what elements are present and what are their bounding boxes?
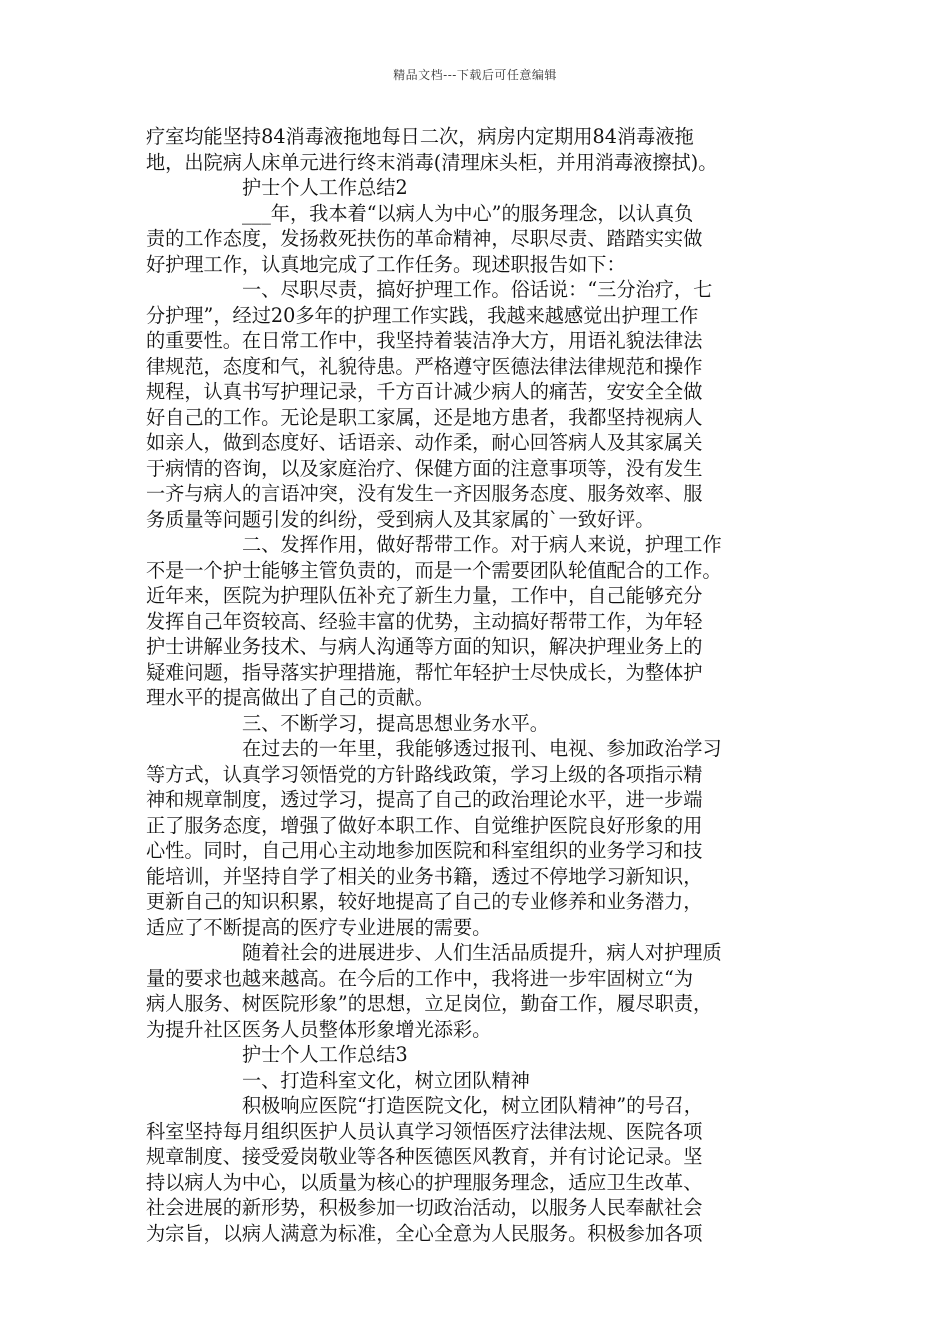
paragraph-start-line: ___年，我本着“以病人为中心”的服务理念，以认真负 [242, 201, 694, 225]
paragraph-start-line: 一、尽职尽责，搞好护理工作。俗话说：“三分治疗，七 [242, 278, 713, 301]
text-line: 责的工作态度，发扬救死扶伤的革命精神，尽职尽责、踏踏实实做 [146, 227, 703, 250]
text-line: 如亲人，做到态度好、话语亲、动作柔，耐心回答病人及其家属关 [146, 431, 703, 454]
text-line: 适应了不断提高的医疗专业进展的需要。 [146, 915, 492, 939]
text-line: 疗室均能坚持84消毒液拖地每日二次，病房内定期用84消毒液拖 [146, 125, 694, 148]
text-line: 能培训，并坚持自学了相关的业务书籍，透过不停地学习新知识， [146, 864, 703, 888]
paragraph-start-line: 护士个人工作总结3 [242, 1043, 408, 1066]
text-line: 持以病人为中心，以质量为核心的护理服务理念，适应卫生改革、 [146, 1170, 703, 1194]
text-line: 神和规章制度，透过学习，提高了自己的政治理论水平，进一步端 [146, 788, 703, 811]
text-line: 务质量等问题引发的纠纷，受到病人及其家属的`一致好评。 [146, 507, 655, 531]
text-line: 于病情的咨询，以及家庭治疗、保健方面的注意事项等，没有发生 [146, 456, 703, 480]
document-body [146, 124, 806, 1246]
paragraph-start-line: 二、发挥作用，做好帮带工作。对于病人来说，护理工作 [242, 533, 722, 556]
text-line: 更新自己的知识积累，较好地提高了自己的专业修养和业务潜力， [146, 890, 703, 913]
text-line: 分护理”，经过20多年的护理工作实践，我越来越感觉出护理工作 [146, 303, 699, 327]
text-line: 科室坚持每月组织医护人员认真学习领悟医疗法律法规、医院各项 [146, 1119, 703, 1143]
text-line: 为提升社区医务人员整体形象增光添彩。 [146, 1017, 492, 1041]
text-line: 好自己的工作。无论是职工家属，还是地方患者，我都坚持视病人 [146, 405, 703, 429]
text-line: 护士讲解业务技术、与病人沟通等方面的知识，解决护理业务上的 [146, 635, 703, 658]
text-line: 规程，认真书写护理记录，千方百计减少病人的痛苦，安安全全做 [146, 380, 703, 403]
text-line: 发挥自己年资较高、经验丰富的优势，主动搞好帮带工作，为年轻 [146, 609, 703, 633]
paragraph-start-line: 随着社会的进展进步、人们生活品质提升，病人对护理质 [242, 941, 722, 964]
text-line: 社会进展的新形势，积极参加一切政治活动，以服务人民奉献社会 [146, 1196, 703, 1219]
text-line: 好护理工作，认真地完成了工作任务。现述职报告如下： [146, 252, 626, 276]
text-line: 规章制度、接受爱岗敬业等各种医德医风教育，并有讨论记录。坚 [146, 1145, 703, 1168]
paragraph-start-line: 三、不断学习，提高思想业务水平。 [242, 711, 549, 735]
text-line: 等方式，认真学习领悟党的方针路线政策，学习上级的各项指示精 [146, 762, 703, 786]
text-line: 近年来，医院为护理队伍补充了新生力量，工作中，自己能够充分 [146, 584, 703, 607]
text-line: 理水平的提高做出了自己的贡献。 [146, 686, 434, 709]
text-line: 正了服务态度，增强了做好本职工作、自觉维护医院良好形象的用 [146, 813, 703, 837]
text-line: 量的要求也越来越高。在今后的工作中，我将进一步牢固树立“为 [146, 966, 694, 990]
text-line: 一齐与病人的言语冲突，没有发生一齐因服务态度、服务效率、服 [146, 482, 703, 505]
text-line: 疑难问题，指导落实护理措施，帮忙年轻护士尽快成长，为整体护 [146, 660, 703, 684]
text-line: 为宗旨，以病人满意为标准，全心全意为人民服务。积极参加各项 [146, 1221, 703, 1245]
paragraph-start-line: 一、打造科室文化，树立团队精神 [242, 1068, 530, 1092]
text-line: 心性。同时，自己用心主动地参加医院和科室组织的业务学习和技 [146, 839, 703, 862]
text-line: 病人服务、树医院形象”的思想，立足岗位，勤奋工作，履尽职责， [146, 992, 713, 1015]
page-header: 精品文档---下载后可任意编辑 [393, 68, 557, 82]
paragraph-start-line: 在过去的一年里，我能够透过报刊、电视、参加政治学习 [242, 737, 722, 760]
paragraph-start-line: 护士个人工作总结2 [242, 176, 408, 199]
text-line: 不是一个护士能够主管负责的，而是一个需要团队轮值配合的工作。 [146, 558, 722, 582]
text-line: 地，出院病人床单元进行终末消毒(清理床头柜，并用消毒液擦拭)。 [146, 150, 718, 174]
text-line: 的重要性。在日常工作中，我坚持着装洁净大方，用语礼貌法律法 [146, 329, 703, 352]
text-line: 律规范，态度和气，礼貌待患。严格遵守医德法律法律规范和操作 [146, 354, 703, 378]
paragraph-start-line: 积极响应医院“打造医院文化，树立团队精神”的号召， [242, 1094, 703, 1117]
